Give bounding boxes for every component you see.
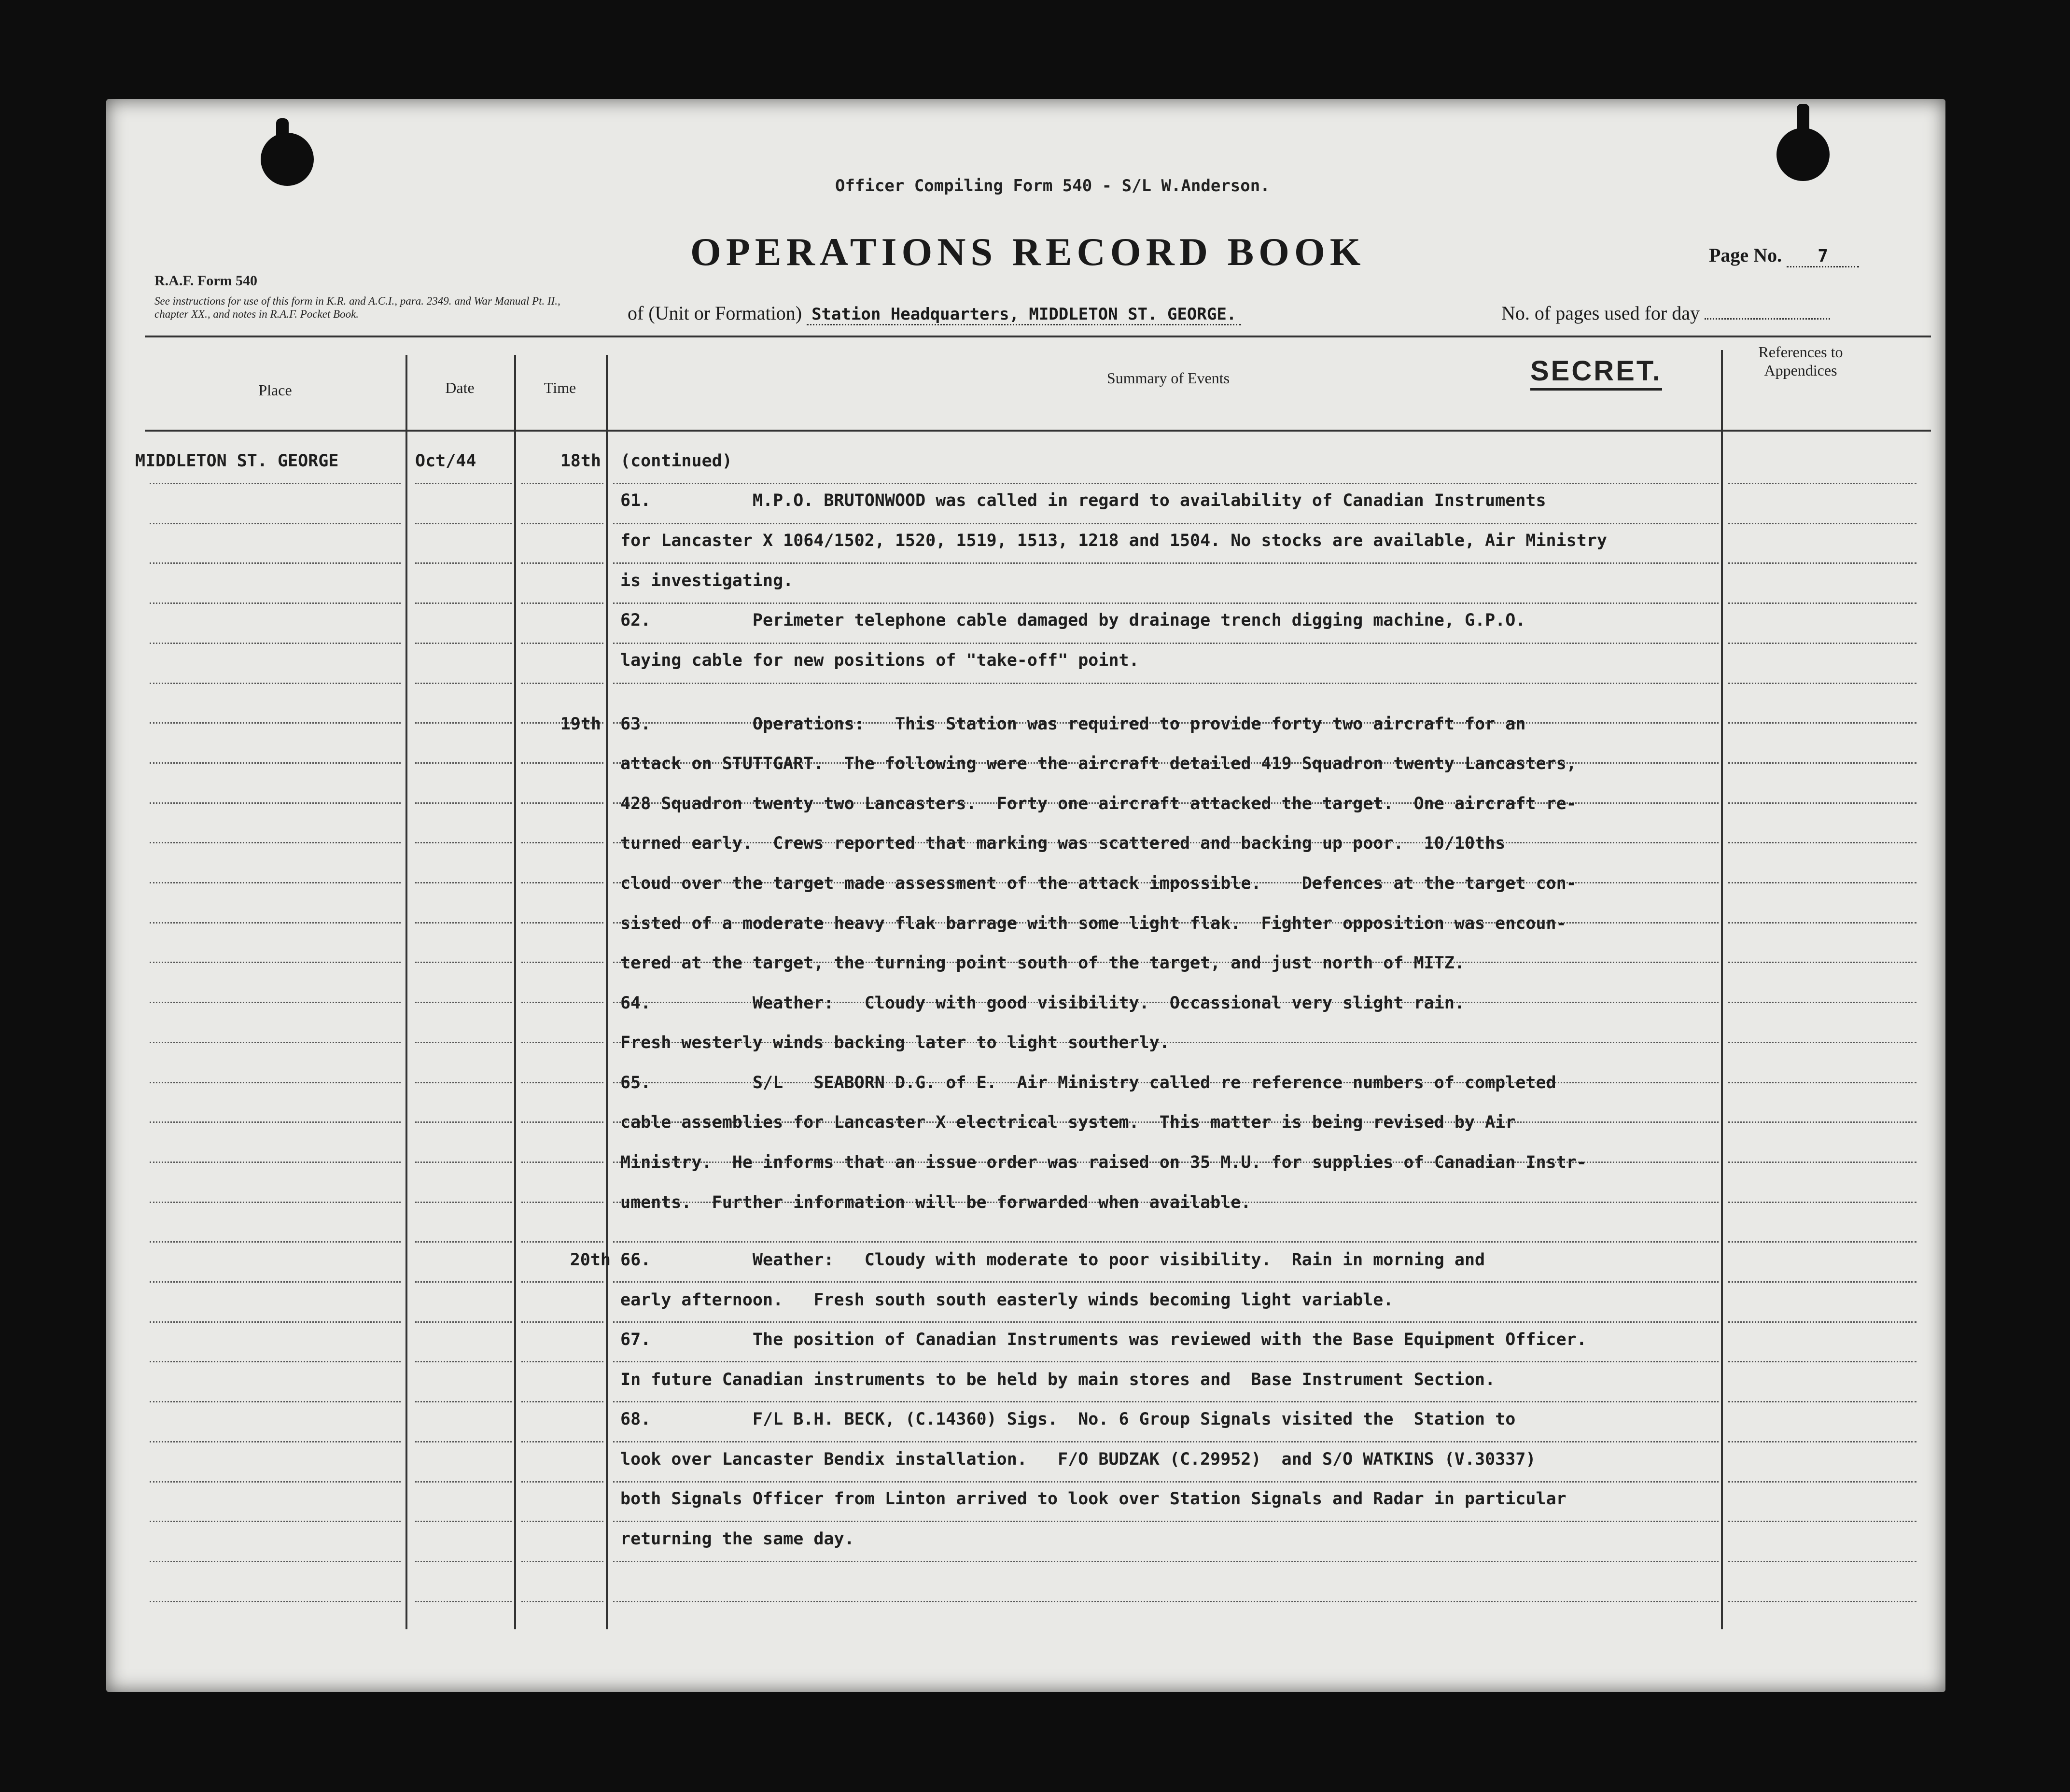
dotted-rule <box>521 1321 603 1323</box>
dotted-rule <box>521 683 603 684</box>
dotted-rule <box>150 1042 401 1043</box>
dotted-rule <box>150 562 401 564</box>
dotted-rule <box>521 842 603 843</box>
form-label: R.A.F. Form 540 <box>154 273 258 289</box>
dotted-rule <box>150 842 401 843</box>
dotted-rule <box>415 722 512 724</box>
dotted-rule <box>150 1601 401 1602</box>
dotted-rule <box>150 1002 401 1003</box>
summary-line: 428 Squadron twenty two Lancasters. Forty one aircraft attacked the target. One aircraft re- <box>620 794 1577 813</box>
dotted-rule <box>613 1481 1719 1483</box>
dotted-rule <box>1728 1121 1916 1123</box>
dotted-rule <box>415 1601 512 1602</box>
dotted-rule <box>150 1441 401 1442</box>
dotted-rule <box>1728 683 1916 684</box>
dotted-rule <box>613 1521 1719 1522</box>
dotted-rule <box>1728 523 1916 524</box>
dotted-rule <box>613 1401 1719 1402</box>
summary-line: 64. Weather: Cloudy with good visibility. Occassional very slight rain. <box>620 994 1465 1013</box>
summary-line: attack on STUTTGART. The following were the aircraft detailed 419 Squadron twenty Lancasters, <box>620 754 1577 773</box>
summary-line: Fresh westerly winds backing later to light southerly. <box>620 1033 1170 1052</box>
pages-used-value <box>1705 318 1830 320</box>
dotted-rule <box>521 1082 603 1083</box>
dotted-rule <box>1728 1241 1916 1243</box>
summary-line: cable assemblies for Lancaster X electrical system. This matter is being revised by Air <box>620 1113 1516 1132</box>
dotted-rule <box>521 1241 603 1243</box>
dotted-rule <box>613 643 1719 644</box>
dotted-rule <box>521 1481 603 1483</box>
dotted-rule <box>521 602 603 604</box>
dotted-rule <box>521 802 603 804</box>
dotted-rule <box>613 1441 1719 1442</box>
dotted-rule <box>150 1561 401 1562</box>
entry-date: Oct/44 <box>415 451 476 471</box>
entry-time-20th: 20th <box>570 1250 611 1270</box>
summary-line: early afternoon. Fresh south south easterly winds becoming light variable. <box>620 1290 1394 1310</box>
column-divider-summary <box>1721 350 1723 1629</box>
column-divider-place <box>406 355 407 1629</box>
column-header-place: Place <box>258 381 292 399</box>
dotted-rule <box>521 562 603 564</box>
dotted-rule <box>415 683 512 684</box>
table-header-rule <box>145 430 1931 432</box>
dotted-rule <box>150 1281 401 1283</box>
dotted-rule <box>613 602 1719 604</box>
punch-hole-left <box>261 133 314 186</box>
dotted-rule <box>415 922 512 924</box>
dotted-rule <box>415 1002 512 1003</box>
dotted-rule <box>150 483 401 484</box>
page-number <box>1709 244 1859 267</box>
dotted-rule <box>415 1121 512 1123</box>
form-title: OPERATIONS RECORD BOOK <box>690 230 1366 274</box>
summary-line: turned early. Crews reported that marking was scattered and backing up poor. 10/10ths <box>620 834 1506 853</box>
form-sheet <box>106 99 1945 1692</box>
dotted-rule <box>521 523 603 524</box>
dotted-rule <box>150 722 401 724</box>
summary-line: tered at the target, the turning point south of the target, and just north of MITZ. <box>620 953 1465 973</box>
dotted-rule <box>613 523 1719 524</box>
dotted-rule <box>415 1481 512 1483</box>
dotted-rule <box>415 1241 512 1243</box>
entry-time-18th: 18th <box>560 451 601 471</box>
dotted-rule <box>1728 602 1916 604</box>
dotted-rule <box>1728 1561 1916 1562</box>
dotted-rule <box>150 683 401 684</box>
dotted-rule <box>1728 483 1916 484</box>
dotted-rule <box>415 762 512 764</box>
dotted-rule <box>150 643 401 644</box>
dotted-rule <box>415 1401 512 1402</box>
column-header-time: Time <box>544 379 576 396</box>
dotted-rule <box>521 1042 603 1043</box>
column-header-summary: Summary of Events <box>1106 369 1230 387</box>
column-header-date: Date <box>445 379 475 396</box>
dotted-rule <box>521 1521 603 1522</box>
dotted-rule <box>415 882 512 883</box>
unit-field <box>628 302 1241 324</box>
dotted-rule <box>521 762 603 764</box>
dotted-rule <box>1728 842 1916 843</box>
summary-line: uments. Further information will be forwarded when available. <box>620 1193 1251 1212</box>
dotted-rule <box>613 683 1719 684</box>
summary-line: sisted of a moderate heavy flak barrage with some light flak. Fighter opposition was encoun- <box>620 914 1566 933</box>
dotted-rule <box>613 1601 1719 1602</box>
dotted-rule <box>1728 802 1916 804</box>
entry-place: MIDDLETON ST. GEORGE <box>135 451 339 471</box>
dotted-rule <box>1728 1601 1916 1602</box>
dotted-rule <box>415 1561 512 1562</box>
dotted-rule <box>1728 1401 1916 1402</box>
dotted-rule <box>613 1321 1719 1323</box>
dotted-rule <box>521 1281 603 1283</box>
dotted-rule <box>1728 882 1916 883</box>
page-number-value: 7 <box>1787 246 1859 267</box>
dotted-rule <box>1728 1202 1916 1203</box>
summary-line: is investigating. <box>620 571 794 590</box>
punch-hole-right <box>1776 128 1830 181</box>
form-instructions: See instructions for use of this form in K.R. and A.C.I., para. 2349. and War Manual Pt. II., chapter XX., and notes in R.A.F. Pocket Book. <box>154 295 560 320</box>
dotted-rule <box>150 1521 401 1522</box>
summary-line: 68. F/L B.H. BECK, (C.14360) Sigs. No. 6 Group Signals visited the Station to <box>620 1410 1516 1429</box>
dotted-rule <box>613 1561 1719 1562</box>
dotted-rule <box>150 802 401 804</box>
dotted-rule <box>1728 1042 1916 1043</box>
dotted-rule <box>415 602 512 604</box>
dotted-rule <box>521 962 603 963</box>
dotted-rule <box>415 962 512 963</box>
summary-line: both Signals Officer from Linton arrived to look over Station Signals and Radar in particular <box>620 1489 1566 1509</box>
dotted-rule <box>1728 762 1916 764</box>
dotted-rule <box>1728 1321 1916 1323</box>
dotted-rule <box>150 1321 401 1323</box>
dotted-rule <box>415 1202 512 1203</box>
dotted-rule <box>415 1082 512 1083</box>
entry-time-19th: 19th <box>560 714 601 734</box>
summary-line: for Lancaster X 1064/1502, 1520, 1519, 1513, 1218 and 1504. No stocks are available, Air Ministry <box>620 531 1607 550</box>
dotted-rule <box>613 1241 1719 1243</box>
summary-line: laying cable for new positions of "take-off" point. <box>620 651 1139 670</box>
dotted-rule <box>415 842 512 843</box>
summary-line: 61. M.P.O. BRUTONWOOD was called in regard to availability of Canadian Instruments <box>620 491 1546 510</box>
dotted-rule <box>150 922 401 924</box>
dotted-rule <box>1728 643 1916 644</box>
dotted-rule <box>521 1361 603 1362</box>
summary-line: 67. The position of Canadian Instruments was reviewed with the Base Equipment Officer. <box>620 1330 1587 1349</box>
summary-line: returning the same day. <box>620 1529 854 1549</box>
summary-line: 62. Perimeter telephone cable damaged by drainage trench digging machine, G.P.O. <box>620 611 1526 630</box>
dotted-rule <box>415 643 512 644</box>
dotted-rule <box>1728 1082 1916 1083</box>
dotted-rule <box>521 483 603 484</box>
page-number-label: Page No. <box>1709 244 1782 266</box>
dotted-rule <box>1728 1481 1916 1483</box>
dotted-rule <box>521 1121 603 1123</box>
dotted-rule <box>150 1162 401 1163</box>
dotted-rule <box>415 483 512 484</box>
dotted-rule <box>415 523 512 524</box>
dotted-rule <box>415 1162 512 1163</box>
summary-line: (continued) <box>620 451 732 471</box>
dotted-rule <box>150 1202 401 1203</box>
dotted-rule <box>1728 1441 1916 1442</box>
dotted-rule <box>150 1361 401 1362</box>
unit-label: of (Unit or Formation) <box>628 302 802 324</box>
dotted-rule <box>521 643 603 644</box>
dotted-rule <box>1728 562 1916 564</box>
dotted-rule <box>613 562 1719 564</box>
dotted-rule <box>613 1361 1719 1362</box>
summary-line: 66. Weather: Cloudy with moderate to poor visibility. Rain in morning and <box>620 1250 1485 1270</box>
dotted-rule <box>150 1481 401 1483</box>
dotted-rule <box>415 1521 512 1522</box>
dotted-rule <box>1728 922 1916 924</box>
dotted-rule <box>1728 1002 1916 1003</box>
dotted-rule <box>150 523 401 524</box>
dotted-rule <box>150 882 401 883</box>
dotted-rule <box>415 802 512 804</box>
dotted-rule <box>521 1561 603 1562</box>
dotted-rule <box>415 1042 512 1043</box>
dotted-rule <box>521 1601 603 1602</box>
dotted-rule <box>150 1241 401 1243</box>
dotted-rule <box>150 1401 401 1402</box>
compiling-officer: Officer Compiling Form 540 - S/L W.Anderson. <box>835 176 1270 196</box>
dotted-rule <box>150 962 401 963</box>
dotted-rule <box>415 1441 512 1442</box>
column-divider-date <box>514 355 516 1629</box>
summary-line: cloud over the target made assessment of the attack impossible. Defences at the target con- <box>620 874 1577 893</box>
dotted-rule <box>1728 1361 1916 1362</box>
dotted-rule <box>415 1361 512 1362</box>
dotted-rule <box>415 1281 512 1283</box>
dotted-rule <box>150 762 401 764</box>
summary-line: look over Lancaster Bendix installation. F/O BUDZAK (C.29952) and S/O WATKINS (V.30337) <box>620 1450 1536 1469</box>
dotted-rule <box>415 1321 512 1323</box>
dotted-rule <box>613 1281 1719 1283</box>
dotted-rule <box>1728 962 1916 963</box>
dotted-rule <box>1728 1281 1916 1283</box>
classification-stamp: SECRET. <box>1530 355 1662 391</box>
pages-used-field <box>1501 302 1830 324</box>
column-header-references: References to Appendices <box>1758 343 1843 379</box>
dotted-rule <box>415 562 512 564</box>
summary-line: 63. Operations: This Station was required to provide forty two aircraft for an <box>620 714 1526 734</box>
summary-line: 65. S/L SEABORN D.G. of E. Air Ministry called re reference numbers of completed <box>620 1073 1556 1092</box>
dotted-rule <box>521 1401 603 1402</box>
unit-value: Station Headquarters, MIDDLETON ST. GEORGE. <box>807 305 1241 325</box>
table-top-rule <box>145 336 1931 337</box>
dotted-rule <box>1728 1162 1916 1163</box>
dotted-rule <box>521 1162 603 1163</box>
dotted-rule <box>521 1202 603 1203</box>
dotted-rule <box>521 922 603 924</box>
column-divider-time <box>606 355 608 1629</box>
dotted-rule <box>150 1082 401 1083</box>
summary-line: Ministry. He informs that an issue order was raised on 35 M.U. for supplies of Canadian Instr- <box>620 1153 1587 1172</box>
dotted-rule <box>521 882 603 883</box>
dotted-rule <box>1728 1521 1916 1522</box>
dotted-rule <box>150 1121 401 1123</box>
dotted-rule <box>1728 722 1916 724</box>
dotted-rule <box>613 483 1719 484</box>
dotted-rule <box>521 1441 603 1442</box>
dotted-rule <box>150 602 401 604</box>
dotted-rule <box>521 1002 603 1003</box>
pages-used-label: No. of pages used for day <box>1501 302 1700 324</box>
summary-line: In future Canadian instruments to be held by main stores and Base Instrument Section. <box>620 1370 1496 1389</box>
